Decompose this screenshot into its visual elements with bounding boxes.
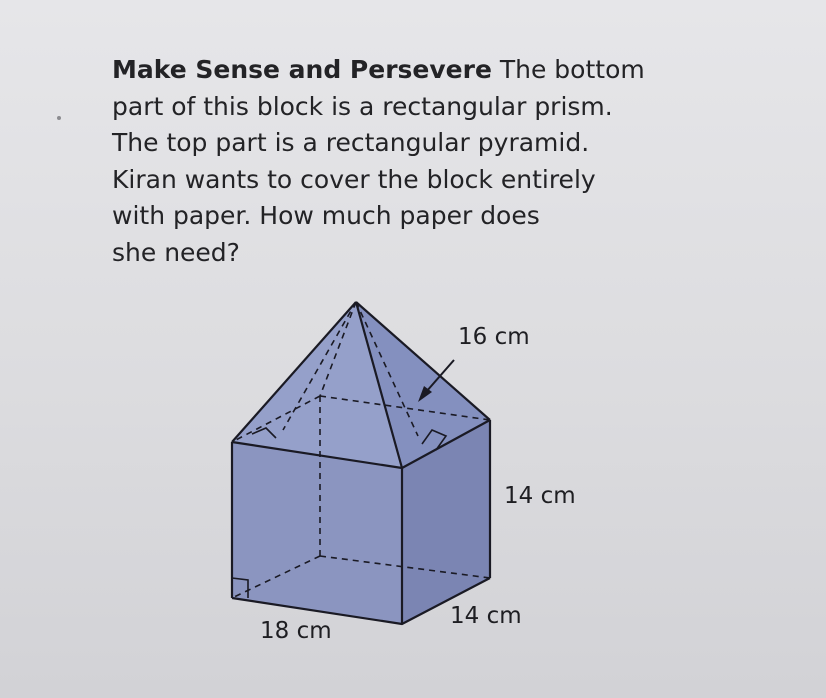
problem-line-2: part of this block is a rectangular prism. xyxy=(112,91,613,121)
prism-front-face xyxy=(232,442,402,624)
problem-line-3: The top part is a rectangular pyramid. xyxy=(112,128,590,157)
problem-lead: Make Sense and Persevere xyxy=(112,55,492,84)
width-label: 18 cm xyxy=(260,618,332,644)
depth-label: 14 cm xyxy=(450,603,522,629)
problem-line-4: Kiran wants to cover the block entirely xyxy=(112,164,596,194)
problem-line-6: she need? xyxy=(112,237,240,267)
height-label: 14 cm xyxy=(504,483,576,509)
problem-line-5: with paper. How much paper does xyxy=(112,201,540,230)
slant-height-label: 16 cm xyxy=(458,324,530,350)
problem-line-1-rest: The bottom xyxy=(491,55,645,84)
